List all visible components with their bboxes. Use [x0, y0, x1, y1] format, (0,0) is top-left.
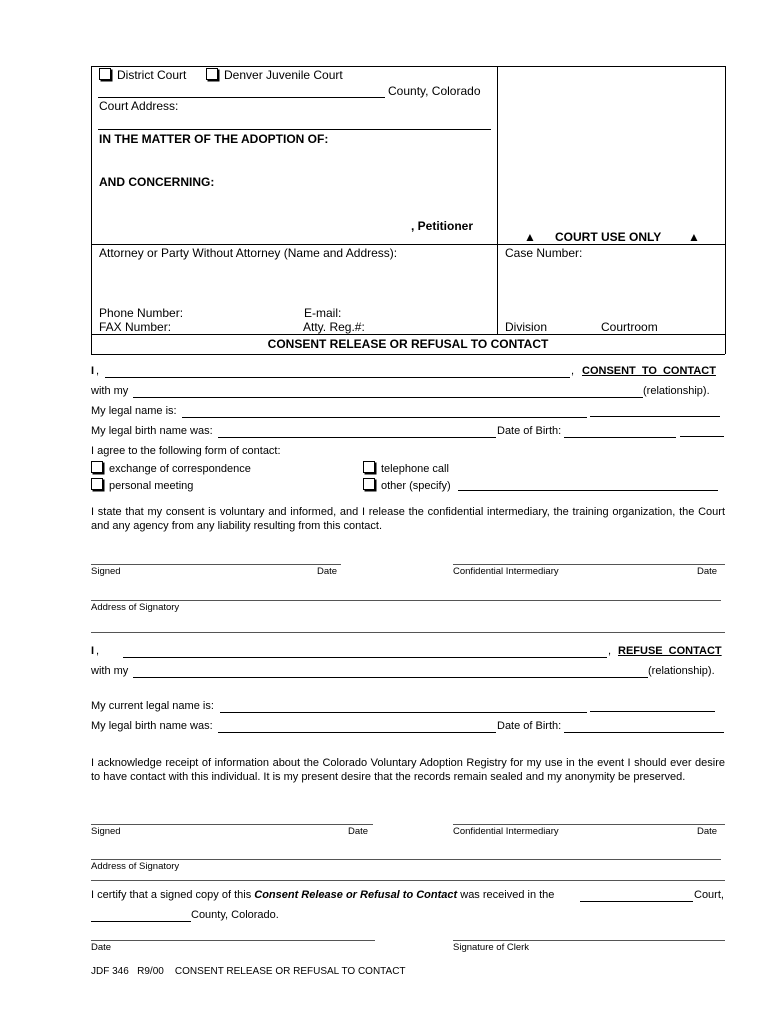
refuse-address-label: Address of Signatory — [91, 861, 180, 872]
other-checkbox[interactable] — [363, 478, 375, 490]
refuse-name-field[interactable] — [123, 657, 607, 658]
consent-dob-field-2[interactable] — [680, 436, 724, 437]
refuse-ci-date-label: Date — [697, 826, 718, 837]
denver-juvenile-court-checkbox[interactable] — [206, 68, 218, 80]
fax-label: FAX Number: — [99, 320, 172, 334]
certify-date-label: Date — [91, 942, 112, 953]
spade-icon-left: ▲ — [524, 230, 536, 244]
refuse-dob-label: Date of Birth: — [497, 720, 562, 732]
consent-address-label: Address of Signatory — [91, 602, 180, 613]
refuse-ci-signature-line[interactable] — [453, 824, 725, 825]
refuse-signature-line[interactable] — [91, 824, 373, 825]
consent-relationship-field[interactable] — [133, 397, 643, 398]
box-left-border — [91, 66, 92, 354]
petitioner-label: , Petitioner — [411, 219, 474, 233]
consent-date-label: Date — [317, 566, 338, 577]
telephone-checkbox[interactable] — [363, 461, 375, 473]
certify-court-field[interactable] — [580, 901, 693, 902]
attorney-label: Attorney or Party Without Attorney (Name and Address): — [99, 246, 398, 260]
refuse-address-line[interactable] — [91, 859, 721, 860]
district-court-checkbox[interactable] — [99, 68, 111, 80]
certify-county-label: County, Colorado. — [191, 909, 279, 921]
certify-middle: was received in the — [457, 889, 555, 901]
consent-comma: , — [96, 365, 100, 377]
email-label: E-mail: — [304, 306, 342, 320]
court-address-label: Court Address: — [99, 99, 179, 113]
consent-to-contact-label: CONSENT TO CONTACT — [582, 365, 716, 377]
consent-address-line-2[interactable] — [91, 632, 725, 633]
box-bottom-border — [91, 354, 725, 355]
certify-form-title: Consent Release or Refusal to Contact — [254, 889, 458, 901]
clerk-signature-label: Signature of Clerk — [453, 942, 530, 953]
refuse-comma-2: , — [608, 645, 612, 657]
refuse-current-name-field-2[interactable] — [590, 711, 715, 712]
refuse-statement: I acknowledge receipt of information about the Colorado Voluntary Adoption Registry for my use in the event I should ever desire to have contact with this individual. It is my present desire that the records remain sealed and my anonymity be preserved. — [91, 757, 725, 783]
other-label: other (specify) — [381, 480, 451, 492]
consent-with-my-label: with my — [91, 385, 129, 397]
box-title-border — [91, 334, 725, 335]
other-specify-field[interactable] — [458, 490, 718, 491]
court-address-field[interactable] — [98, 129, 491, 130]
denver-juvenile-court-label: Denver Juvenile Court — [224, 68, 343, 82]
agree-label: I agree to the following form of contact: — [91, 445, 281, 457]
box-right-border — [725, 66, 726, 354]
refuse-current-name-label: My current legal name is: — [91, 700, 214, 712]
atty-reg-label: Atty. Reg.#: — [303, 320, 365, 334]
consent-birth-name-label: My legal birth name was: — [91, 425, 213, 437]
consent-ci-date-label: Date — [697, 566, 718, 577]
courtroom-label: Courtroom — [601, 320, 658, 334]
phone-label: Phone Number: — [99, 306, 184, 320]
box-mid-border — [91, 244, 725, 245]
refuse-with-my-label: with my — [91, 665, 129, 677]
consent-relationship-label: (relationship). — [643, 385, 710, 397]
consent-legal-name-field-2[interactable] — [590, 416, 720, 417]
matter-of-heading: IN THE MATTER OF THE ADOPTION OF: — [99, 132, 329, 146]
form-title: CONSENT RELEASE OR REFUSAL TO CONTACT — [267, 337, 549, 351]
consent-name-field[interactable] — [105, 377, 570, 378]
county-field[interactable] — [98, 97, 385, 98]
refuse-relationship-label: (relationship). — [648, 665, 715, 677]
case-number-label: Case Number: — [505, 246, 583, 260]
consent-ci-signature-line[interactable] — [453, 564, 725, 565]
consent-birth-name-field[interactable] — [218, 437, 496, 438]
court-use-only-label: COURT USE ONLY — [555, 230, 662, 244]
refuse-ci-label: Confidential Intermediary — [453, 826, 559, 837]
refuse-comma: , — [96, 645, 100, 657]
meeting-label: personal meeting — [109, 480, 194, 492]
consent-dob-field[interactable] — [564, 437, 676, 438]
refuse-signed-label: Signed — [91, 826, 121, 837]
certify-date-line[interactable] — [91, 940, 375, 941]
meeting-checkbox[interactable] — [91, 478, 103, 490]
certify-prefix: I certify that a signed copy of this — [91, 889, 255, 901]
certify-county-field[interactable] — [91, 921, 191, 922]
box-top-border — [91, 66, 725, 67]
refuse-date-label: Date — [348, 826, 369, 837]
refuse-current-name-field[interactable] — [220, 712, 587, 713]
refuse-birth-name-label: My legal birth name was: — [91, 720, 213, 732]
form-footer: JDF 346 R9/00 CONSENT RELEASE OR REFUSAL TO CONTACT — [91, 966, 406, 977]
and-concerning-heading: AND CONCERNING: — [99, 175, 215, 189]
certify-sentence — [91, 889, 554, 901]
district-court-label: District Court — [117, 68, 187, 82]
refuse-birth-name-field[interactable] — [218, 732, 496, 733]
county-colorado-label: County, Colorado — [388, 84, 481, 98]
box-divider — [497, 66, 498, 334]
certify-court-label: Court, — [694, 889, 724, 901]
consent-signature-line[interactable] — [91, 564, 341, 565]
consent-address-line[interactable] — [91, 600, 721, 601]
refuse-dob-field[interactable] — [564, 732, 724, 733]
telephone-label: telephone call — [381, 463, 449, 475]
refuse-i-label: I — [91, 645, 95, 657]
clerk-signature-line[interactable] — [453, 940, 725, 941]
correspondence-label: exchange of correspondence — [109, 463, 251, 475]
spade-icon-right: ▲ — [688, 230, 700, 244]
consent-dob-label: Date of Birth: — [497, 425, 562, 437]
refuse-contact-label: REFUSE CONTACT — [618, 645, 722, 657]
consent-i-label: I — [91, 365, 95, 377]
consent-statement: I state that my consent is voluntary and informed, and I release the confidential intermediary, the training organization, the Court and any agency from any liability resulting from this contact. — [91, 506, 725, 532]
refuse-relationship-field[interactable] — [133, 677, 648, 678]
refuse-address-line-2[interactable] — [91, 880, 725, 881]
consent-ci-label: Confidential Intermediary — [453, 566, 559, 577]
consent-legal-name-label: My legal name is: — [91, 405, 177, 417]
correspondence-checkbox[interactable] — [91, 461, 103, 473]
consent-legal-name-field[interactable] — [182, 417, 587, 418]
consent-signed-label: Signed — [91, 566, 121, 577]
consent-comma-2: , — [571, 365, 575, 377]
division-label: Division — [505, 320, 548, 334]
